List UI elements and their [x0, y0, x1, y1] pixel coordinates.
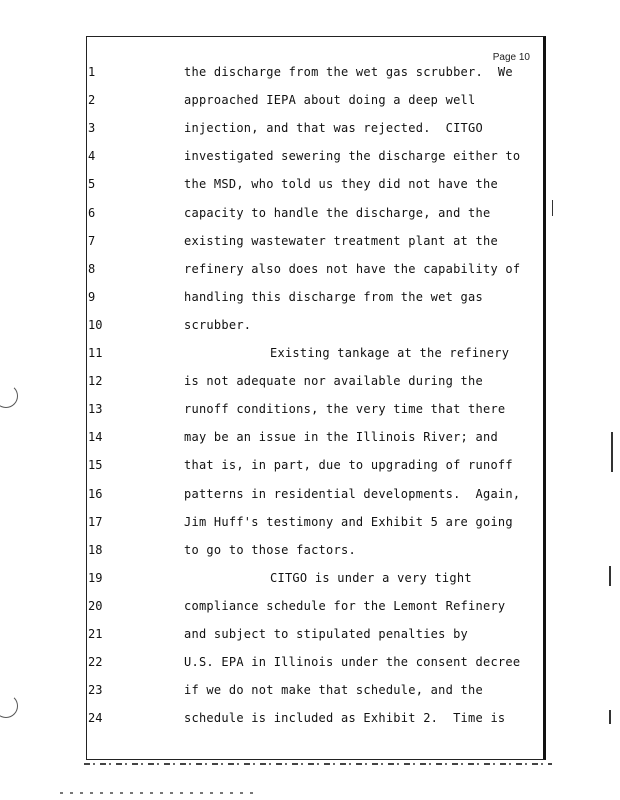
line-number: 6 — [88, 205, 96, 220]
line-number: 11 — [88, 346, 103, 360]
line-number: 12 — [88, 374, 103, 389]
line-text: CITGO is under a very tight — [270, 570, 472, 585]
line-number: 13 — [88, 402, 103, 417]
line-number: 5 — [88, 177, 96, 192]
line-number: 16 — [88, 486, 103, 501]
transcript-line — [0, 402, 620, 430]
line-number: 23 — [88, 683, 103, 698]
line-number: 24 — [88, 711, 103, 726]
transcript-line — [0, 458, 620, 486]
line-number: 9 — [88, 289, 96, 304]
transcript-line — [0, 374, 620, 402]
line-number: 17 — [88, 514, 103, 529]
transcript-line — [0, 318, 620, 346]
scan-artifact-bottom-noise — [60, 792, 260, 794]
line-text: compliance schedule for the Lemont Refinery — [184, 598, 506, 613]
transcript-line — [0, 543, 620, 571]
transcript-line — [0, 655, 620, 683]
line-number: 22 — [88, 655, 103, 670]
scan-artifact-bottom-rule — [84, 763, 552, 765]
transcript-line — [0, 121, 620, 149]
transcript-line — [0, 177, 620, 205]
line-number: 18 — [88, 542, 103, 557]
line-text: patterns in residential developments. Again, — [184, 486, 521, 501]
line-text: refinery also does not have the capability of — [184, 261, 521, 276]
line-number: 10 — [88, 317, 103, 332]
line-text: Existing tankage at the refinery — [270, 346, 510, 360]
line-number: 3 — [88, 121, 96, 136]
line-text: is not adequate nor available during the — [184, 374, 483, 389]
line-number: 14 — [88, 430, 103, 445]
line-text: runoff conditions, the very time that there — [184, 402, 506, 417]
transcript-line — [0, 515, 620, 543]
line-number: 15 — [88, 458, 103, 473]
line-number: 19 — [88, 570, 103, 585]
transcript-line — [0, 571, 620, 599]
transcript-line — [0, 149, 620, 177]
transcript-line — [0, 599, 620, 627]
line-text: schedule is included as Exhibit 2. Time is — [184, 711, 506, 726]
line-number: 20 — [88, 598, 103, 613]
transcript-line — [0, 262, 620, 290]
line-text: approached IEPA about doing a deep well — [184, 93, 476, 108]
line-text: and subject to stipulated penalties by — [184, 627, 469, 641]
line-text: existing wastewater treatment plant at the — [184, 233, 498, 248]
transcript-line — [0, 65, 620, 93]
line-number: 1 — [88, 65, 96, 79]
line-text: if we do not make that schedule, and the — [184, 683, 483, 698]
line-text: injection, and that was rejected. CITGO — [184, 121, 483, 136]
line-number: 8 — [88, 261, 96, 276]
line-text: investigated sewering the discharge either to — [184, 149, 521, 164]
transcript-line — [0, 234, 620, 262]
transcript-line — [0, 290, 620, 318]
line-text: the discharge from the wet gas scrubber. We — [184, 65, 513, 79]
line-text: U.S. EPA in Illinois under the consent decree — [184, 655, 521, 670]
line-text: the MSD, who told us they did not have the — [184, 177, 498, 192]
transcript-line — [0, 487, 620, 515]
line-number: 7 — [88, 233, 96, 248]
line-text: to go to those factors. — [184, 542, 356, 557]
transcript-line — [0, 627, 620, 655]
transcript-line — [0, 430, 620, 458]
line-text: capacity to handle the discharge, and the — [184, 205, 491, 220]
transcript-line — [0, 346, 620, 374]
line-text: handling this discharge from the wet gas — [184, 289, 483, 304]
transcript-line — [0, 206, 620, 234]
line-number: 2 — [88, 93, 96, 108]
line-text: may be an issue in the Illinois River; and — [184, 430, 498, 445]
line-number: 21 — [88, 627, 103, 641]
line-text: scrubber. — [184, 317, 252, 332]
transcript-line — [0, 683, 620, 711]
transcript-line — [0, 93, 620, 121]
page-number: Page 10 — [492, 52, 530, 63]
scan-artifact-margin-tick — [552, 200, 553, 216]
line-number: 4 — [88, 149, 96, 164]
line-text: Jim Huff's testimony and Exhibit 5 are going — [184, 514, 513, 529]
scan-artifact-margin-tick — [609, 566, 611, 586]
transcript-line — [0, 711, 620, 739]
line-text: that is, in part, due to upgrading of runoff — [184, 458, 513, 473]
scan-artifact-margin-tick — [611, 432, 613, 472]
scan-artifact-margin-tick — [609, 710, 611, 724]
